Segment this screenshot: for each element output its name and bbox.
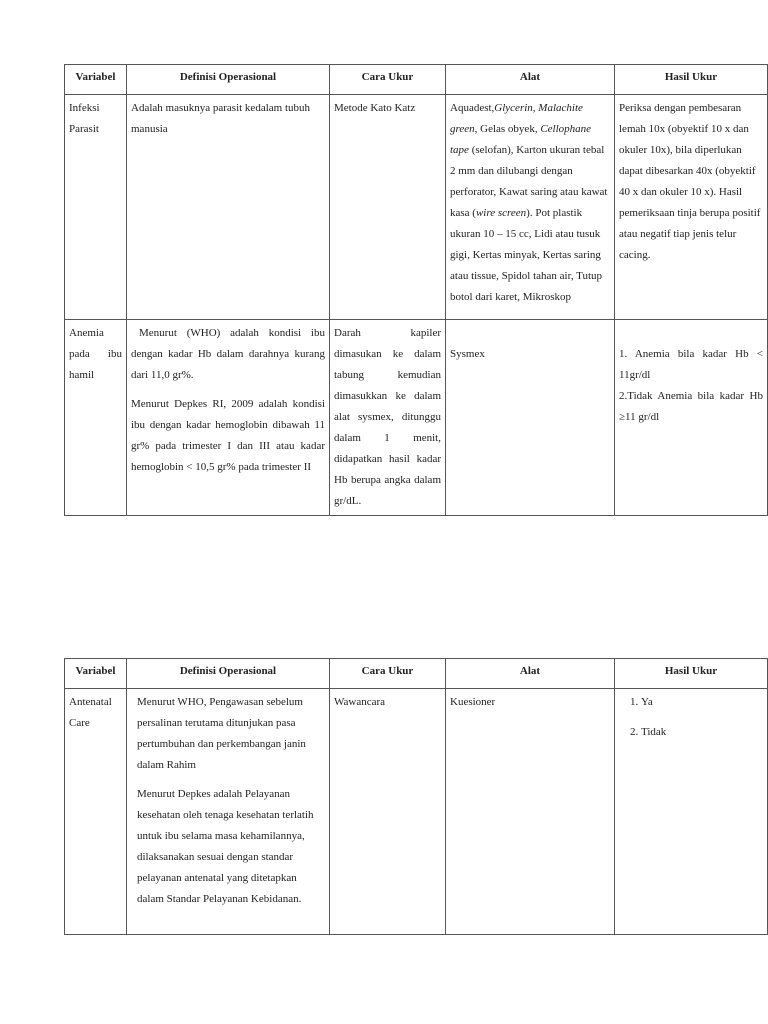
table-header-row xyxy=(65,65,768,95)
alat-text: ). Pot plastik ukuran 10 – 15 cc, Lidi atau tusuk gigi, Kertas minyak, Kertas saring atau tissue, Spidol tahan air, Tutup botol dari karet, Mikroskop xyxy=(450,207,603,303)
cell-variabel: Anemia pada ibu hamil xyxy=(65,320,127,516)
table-row xyxy=(65,320,768,516)
cell-definisi xyxy=(127,320,330,516)
definition-text: Menurut Depkes adalah Pelayanan kesehatan oleh tenaga kesehatan terlatih untuk ibu selama masa kehamilannya, dilaksanakan sesuai dengan standar pelayanan antenatal yang ditetapkan dalam Standar Pelayanan Kebidanan. xyxy=(137,788,314,905)
alat-text: Aquadest, xyxy=(450,102,495,114)
cell-alat xyxy=(446,95,615,320)
header-alat: Alat xyxy=(446,65,615,95)
header-variabel: Variabel xyxy=(65,659,127,689)
alat-text: wire screen xyxy=(475,207,527,219)
header-cara-ukur: Cara Ukur xyxy=(330,659,446,689)
cell-cara-ukur: Darah kapiler dimasukan ke dalam tabung kemudian dimasukkan ke dalam alat sysmex, ditunggu dalam 1 menit, didapatkan hasil kadar Hb berupa angka dalam gr/dL. xyxy=(330,320,446,516)
alat-text: Malachite green xyxy=(450,102,583,135)
alat-text: Sysmex xyxy=(450,348,485,360)
table-header-row xyxy=(65,659,768,689)
alat-text: (selofan), Karton ukuran tebal 2 mm dan dilubangi dengan perforator, Kawat saring atau kawat kasa ( xyxy=(450,144,608,219)
table-row xyxy=(65,95,768,320)
alat-text: Cellophane tape xyxy=(450,123,592,156)
alat-text: , Gelas obyek, xyxy=(474,123,541,135)
result-line: 1. Anemia bila kadar Hb < 11gr/dl xyxy=(619,348,763,381)
result-list xyxy=(619,692,763,743)
cell-variabel: Antenatal Care xyxy=(65,689,127,935)
definition-text: Menurut Depkes RI, 2009 adalah kondisi ibu dengan kadar hemoglobin dibawah 11 gr% pada trimester I dan III atau kadar hemoglobin < 10,5 gr% pada trimester II xyxy=(131,398,325,473)
cell-cara-ukur: Wawancara xyxy=(330,689,446,935)
header-definisi: Definisi Operasional xyxy=(127,659,330,689)
table-row xyxy=(65,689,768,935)
definition-text: Menurut WHO, Pengawasan sebelum persalinan terutama ditunjukan pasa pertumbuhan dan perkembangan janin dalam Rahim xyxy=(137,696,306,771)
cell-hasil-ukur xyxy=(615,320,768,516)
result-item: 1. Ya xyxy=(641,692,763,713)
header-variabel: Variabel xyxy=(65,65,127,95)
header-hasil-ukur: Hasil Ukur xyxy=(615,65,768,95)
cell-alat xyxy=(446,320,615,516)
header-hasil-ukur: Hasil Ukur xyxy=(615,659,768,689)
result-line: 2.Tidak Anemia bila kadar Hb ≥11 gr/dl xyxy=(619,390,763,423)
cell-definisi xyxy=(127,95,330,320)
result-item: 2. Tidak xyxy=(641,722,763,743)
operational-definition-table-1 xyxy=(64,64,768,516)
header-alat: Alat xyxy=(446,659,615,689)
cell-alat: Kuesioner xyxy=(446,689,615,935)
alat-text: , xyxy=(532,102,539,114)
definition-text: Menurut (WHO) adalah kondisi ibu dengan kadar Hb dalam darahnya kurang dari 11,0 gr%. xyxy=(131,327,325,381)
cell-cara-ukur: Metode Kato Katz xyxy=(330,95,446,320)
cell-hasil-ukur: Periksa dengan pembesaran lemah 10x (obyektif 10 x dan okuler 10x), bila diperlukan dapat dibesarkan 40x (obyektif 40 x dan okuler 10 x). Hasil pemeriksaan tinja berupa positif atau negatif tiap jenis telur cacing. xyxy=(615,95,768,320)
cell-hasil-ukur xyxy=(615,689,768,935)
operational-definition-table-2 xyxy=(64,658,768,935)
cell-definisi xyxy=(127,689,330,935)
definition-text: Adalah masuknya parasit kedalam tubuh manusia xyxy=(131,102,311,135)
cell-variabel: Infeksi Parasit xyxy=(65,95,127,320)
header-cara-ukur: Cara Ukur xyxy=(330,65,446,95)
alat-text: Glycerin xyxy=(494,102,533,114)
header-definisi: Definisi Operasional xyxy=(127,65,330,95)
